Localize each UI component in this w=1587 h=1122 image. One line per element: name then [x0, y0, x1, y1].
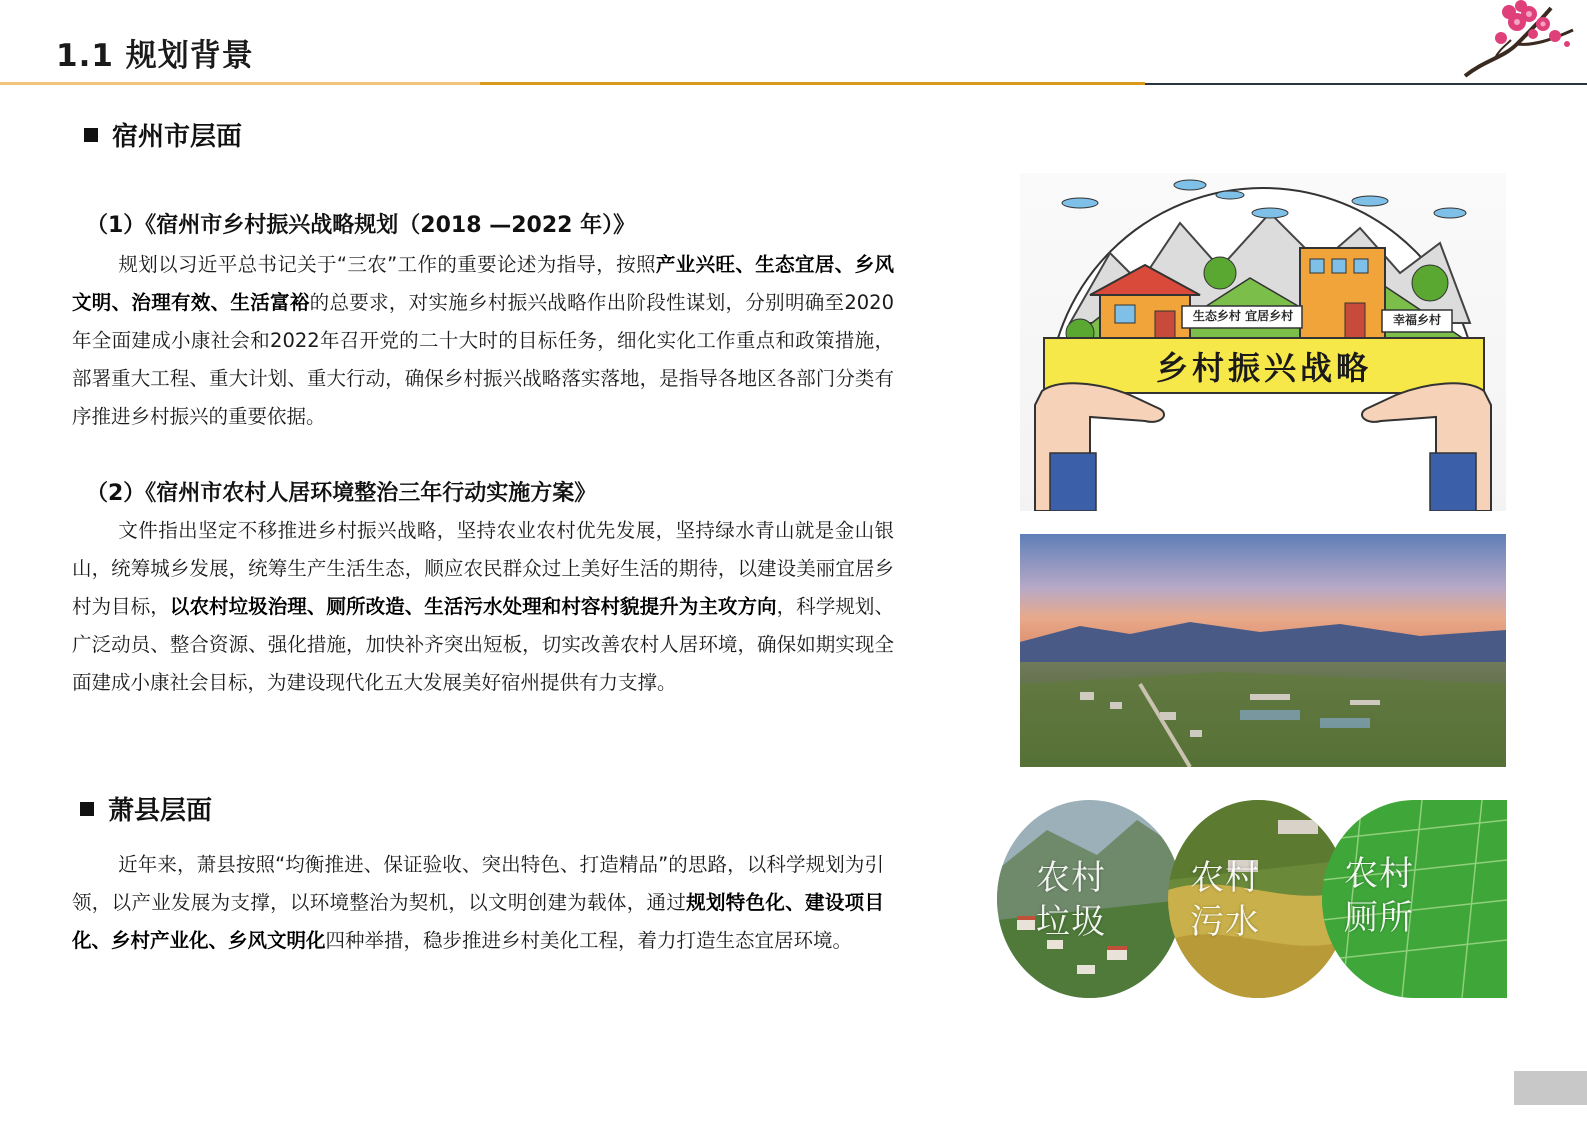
section-heading-text: 宿州市层面 [112, 122, 243, 152]
paragraph-bold: 以农村垃圾治理、厕所改造、生活污水处理和村容村貌提升为主攻方向 [169, 595, 777, 618]
illustration-graphic [1020, 173, 1506, 511]
paragraph-plan-1 [72, 246, 894, 436]
circle-label-line: 垃圾 [1036, 902, 1106, 942]
circle-label-toilet [1344, 852, 1414, 940]
circle-label-line: 农村 [1344, 854, 1414, 894]
aerial-photo-graphic [1020, 534, 1506, 767]
subsection-title-1: （1）《宿州市乡村振兴战略规划（2018 —2022 年）》 [86, 213, 636, 238]
circle-label-line: 污水 [1190, 902, 1260, 942]
section-heading-text: 萧县层面 [108, 796, 213, 826]
illustration-banner: 乡村振兴战略 [1155, 349, 1372, 387]
paragraph-text: 规划以习近平总书记关于“三农”工作的重要论述为指导，按照 [118, 253, 656, 276]
header-rule-orange [480, 82, 1145, 85]
circle-label-line: 农村 [1190, 858, 1260, 898]
circle-label-garbage [1036, 856, 1106, 944]
circle-label-line: 厕所 [1344, 898, 1414, 938]
paragraph-text: 的总要求，对实施乡村振兴战略作出阶段性谋划，分别明确至2020年全面建成小康社会和2022年召开党的二十大时的目标任务，细化实化工作重点和政策措施，部署重大工程、重大计划、重大行动，确保乡村振兴战略落实落地，是指导各地区各部门分类有序推进乡村振兴的重要依据。 [72, 291, 894, 428]
bullet-square-icon [80, 802, 94, 816]
paragraph-xiaoxian [72, 846, 884, 960]
paragraph-bold: 产业兴旺、生态宜居、乡风文明、治理有效、生活富裕 [72, 253, 894, 314]
bullet-square-icon [84, 128, 98, 142]
paragraph-text: ，科学规划、广泛动员、整合资源、强化措施，加快补齐突出短板，切实改善农村人居环境，确保如期实现全面建成小康社会目标，为建设现代化五大发展美好宿州提供有力支撑。 [72, 595, 894, 694]
circle-label-line: 农村 [1036, 858, 1106, 898]
subsection-title-2: （2）《宿州市农村人居环境整治三年行动实施方案》 [86, 481, 597, 506]
paragraph-text: 文件指出坚定不移推进乡村振兴战略，坚持农业农村优先发展，坚持绿水青山就是金山银山，统筹城乡发展，统筹生产生活生态，顺应农民群众过上美好生活的期待，以建设美丽宜居乡村为目标， [72, 519, 894, 618]
section-heading-xiaoxian [80, 790, 212, 827]
circle-label-sewage [1190, 856, 1260, 944]
plum-blossom-icon [1455, 0, 1587, 80]
rural-revitalization-illustration [1020, 173, 1506, 511]
header-rule-dark [1145, 83, 1587, 85]
section-heading-suzhou [84, 116, 242, 153]
page-title: 1.1 规划背景 [56, 38, 254, 74]
illustration-sign-left: 生态乡村 宜居乡村 [1192, 309, 1294, 323]
aerial-village-photo [1020, 534, 1506, 767]
paragraph-bold: 规划特色化、建设项目化、乡村产业化、乡风文明化 [72, 891, 884, 952]
paragraph-text: 四种举措，稳步推进乡村美化工程，着力打造生态宜居环境。 [325, 929, 853, 952]
page-number-tab [1514, 1071, 1587, 1105]
header-rule-light [0, 82, 480, 85]
paragraph-text: 近年来，萧县按照“均衡推进、保证验收、突出特色、打造精品”的思路，以科学规划为引领，以产业发展为支撑，以环境整治为契机，以文明创建为载体，通过 [72, 853, 884, 914]
illustration-sign-right: 幸福乡村 [1392, 313, 1441, 327]
paragraph-plan-2 [72, 512, 894, 702]
